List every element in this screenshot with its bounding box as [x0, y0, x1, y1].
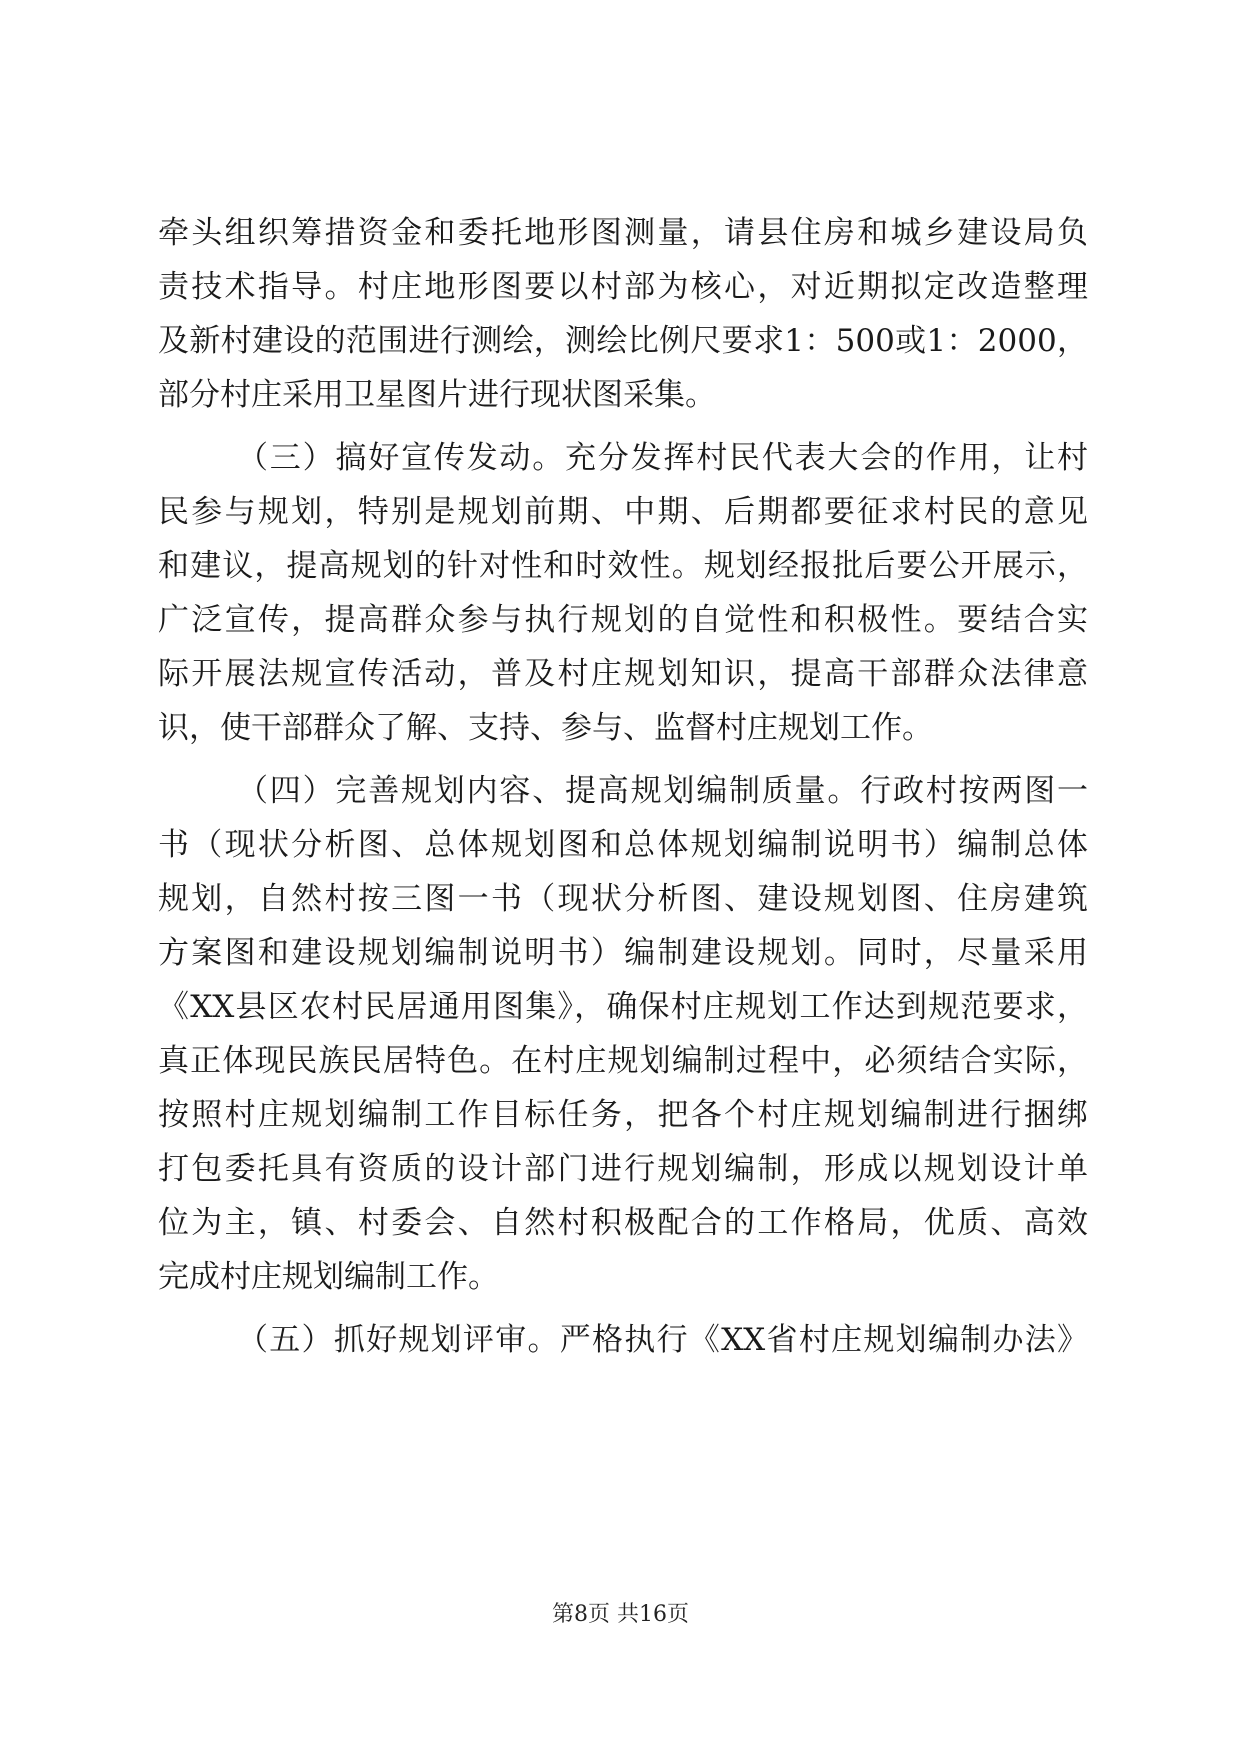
paragraph-heading-line: （五）抓好规划评审。严格执行《XX省村庄规划编制办法》 [237, 1322, 1088, 1358]
body-text-line: 牵头组织筹措资金和委托地形图测量，请县住房和城乡建设局负 [158, 215, 1088, 251]
body-text-line: 按照村庄规划编制工作目标任务，把各个村庄规划编制进行捆绑 [158, 1097, 1088, 1133]
body-text-line: 责技术指导。村庄地形图要以村部为核心，对近期拟定改造整理 [158, 269, 1088, 305]
body-text-line: 《XX县区农村民居通用图集》，确保村庄规划工作达到规范要求， [158, 989, 1088, 1025]
body-text-line: 方案图和建设规划编制说明书）编制建设规划。同时，尽量采用 [158, 935, 1088, 971]
body-text-line: 和建议，提高规划的针对性和时效性。规划经报批后要公开展示， [158, 548, 1088, 584]
body-text-line: 位为主，镇、村委会、自然村积极配合的工作格局，优质、高效 [158, 1205, 1088, 1241]
body-text-line: 书（现状分析图、总体规划图和总体规划编制说明书）编制总体 [158, 827, 1088, 863]
body-text-line: 部分村庄采用卫星图片进行现状图采集。 [158, 377, 716, 413]
body-text-line: 真正体现民族民居特色。在村庄规划编制过程中，必须结合实际， [158, 1043, 1088, 1079]
paragraph-heading-line: （四）完善规划内容、提高规划编制质量。行政村按两图一 [237, 773, 1088, 809]
page-number-footer: 第8页 共16页 [552, 1602, 689, 1627]
body-text-line: 完成村庄规划编制工作。 [158, 1259, 499, 1295]
body-text-line: 规划，自然村按三图一书（现状分析图、建设规划图、住房建筑 [158, 881, 1088, 917]
paragraph-heading-line: （三）搞好宣传发动。充分发挥村民代表大会的作用，让村 [237, 440, 1088, 476]
body-text-line: 打包委托具有资质的设计部门进行规划编制，形成以规划设计单 [158, 1151, 1088, 1187]
body-text-line: 广泛宣传，提高群众参与执行规划的自觉性和积极性。要结合实 [158, 602, 1088, 638]
body-text-line: 识，使干部群众了解、支持、参与、监督村庄规划工作。 [158, 710, 933, 746]
body-text-line: 及新村建设的范围进行测绘，测绘比例尺要求1：500或1：2000， [158, 323, 1088, 359]
body-text-line: 际开展法规宣传活动，普及村庄规划知识，提高干部群众法律意 [158, 656, 1088, 692]
body-text-line: 民参与规划，特别是规划前期、中期、后期都要征求村民的意见 [158, 494, 1088, 530]
